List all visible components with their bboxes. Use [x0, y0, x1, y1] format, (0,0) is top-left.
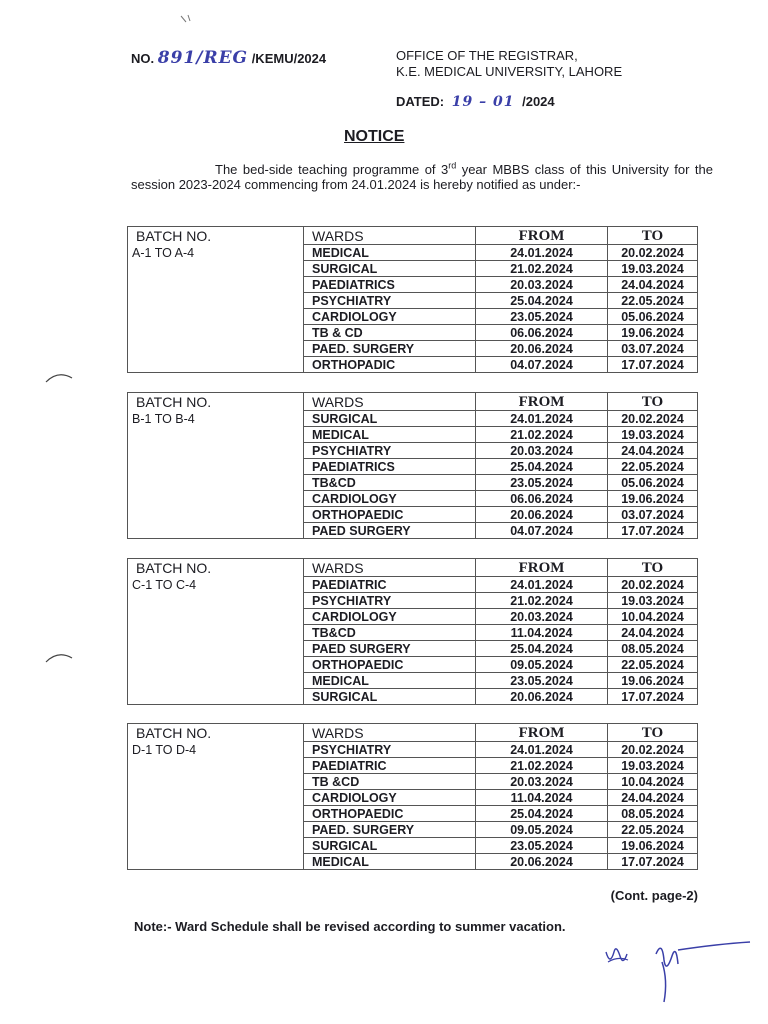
to-date-cell: 19.03.2024	[608, 758, 698, 774]
signature-handwritten	[596, 932, 756, 1004]
from-date-cell: 23.05.2024	[476, 838, 608, 854]
reference-number	[131, 48, 326, 68]
schedule-table	[127, 723, 698, 870]
from-date-cell: 21.02.2024	[476, 593, 608, 609]
ward-cell: MEDICAL	[304, 245, 476, 261]
from-date-cell: 06.06.2024	[476, 325, 608, 341]
to-date-cell: 17.07.2024	[608, 854, 698, 870]
batch-cell	[128, 689, 304, 705]
to-date-cell: 24.04.2024	[608, 625, 698, 641]
ward-cell: SURGICAL	[304, 411, 476, 427]
table-row	[128, 577, 698, 593]
to-date-cell: 22.05.2024	[608, 657, 698, 673]
column-header-batch: BATCH NO.	[128, 393, 304, 411]
column-header-from: FROM	[476, 227, 608, 245]
table-row	[128, 261, 698, 277]
schedule-table	[127, 226, 698, 373]
date-year: /2024	[522, 94, 555, 109]
from-date-cell: 20.03.2024	[476, 774, 608, 790]
from-date-cell: 25.04.2024	[476, 806, 608, 822]
batch-cell	[128, 593, 304, 609]
intro-superscript: rd	[448, 160, 457, 171]
table-row	[128, 357, 698, 373]
ward-cell: PAED. SURGERY	[304, 822, 476, 838]
column-header-from: FROM	[476, 393, 608, 411]
from-date-cell: 06.06.2024	[476, 491, 608, 507]
batch-cell	[128, 277, 304, 293]
to-date-cell: 19.06.2024	[608, 838, 698, 854]
ward-cell: SURGICAL	[304, 261, 476, 277]
notice-title: NOTICE	[344, 128, 405, 145]
to-date-cell: 24.04.2024	[608, 277, 698, 293]
table-row	[128, 475, 698, 491]
reference-handwritten-number: 891/REG	[157, 48, 249, 68]
column-header-to: TO	[608, 393, 698, 411]
ward-cell: PSYCHIATRY	[304, 293, 476, 309]
table-header-row	[128, 393, 698, 411]
from-date-cell: 23.05.2024	[476, 309, 608, 325]
batch-cell	[128, 507, 304, 523]
to-date-cell: 10.04.2024	[608, 774, 698, 790]
ward-cell: CARDIOLOGY	[304, 790, 476, 806]
ward-cell: PSYCHIATRY	[304, 742, 476, 758]
to-date-cell: 08.05.2024	[608, 806, 698, 822]
reference-prefix: NO.	[131, 51, 155, 66]
schedule-table	[127, 392, 698, 539]
table-row	[128, 689, 698, 705]
batch-cell: D-1 TO D-4	[128, 742, 304, 758]
to-date-cell: 22.05.2024	[608, 293, 698, 309]
to-date-cell: 22.05.2024	[608, 822, 698, 838]
ward-cell: PSYCHIATRY	[304, 593, 476, 609]
to-date-cell: 05.06.2024	[608, 309, 698, 325]
reference-suffix: /KEMU/2024	[251, 51, 327, 66]
to-date-cell: 19.03.2024	[608, 261, 698, 277]
ward-cell: ORTHOPAEDIC	[304, 657, 476, 673]
table-row	[128, 443, 698, 459]
table-header-row	[128, 724, 698, 742]
ward-cell: TB & CD	[304, 325, 476, 341]
table-row	[128, 625, 698, 641]
to-date-cell: 22.05.2024	[608, 459, 698, 475]
table-row	[128, 742, 698, 758]
to-date-cell: 17.07.2024	[608, 523, 698, 539]
from-date-cell: 20.06.2024	[476, 341, 608, 357]
scan-mark-top	[178, 12, 194, 26]
table-row	[128, 491, 698, 507]
table-row	[128, 507, 698, 523]
ward-cell: ORTHOPAEDIC	[304, 806, 476, 822]
to-date-cell: 20.02.2024	[608, 577, 698, 593]
to-date-cell: 19.06.2024	[608, 673, 698, 689]
batch-cell	[128, 657, 304, 673]
intro-text-part1: The bed-side teaching programme of 3	[215, 162, 449, 177]
ward-cell: ORTHOPADIC	[304, 357, 476, 373]
column-header-to: TO	[608, 227, 698, 245]
table-row	[128, 609, 698, 625]
ward-cell: CARDIOLOGY	[304, 609, 476, 625]
to-date-cell: 03.07.2024	[608, 341, 698, 357]
batch-cell	[128, 325, 304, 341]
from-date-cell: 24.01.2024	[476, 742, 608, 758]
from-date-cell: 23.05.2024	[476, 475, 608, 491]
table-row	[128, 758, 698, 774]
from-date-cell: 11.04.2024	[476, 790, 608, 806]
from-date-cell: 20.03.2024	[476, 277, 608, 293]
table-row	[128, 774, 698, 790]
ward-cell: PSYCHIATRY	[304, 443, 476, 459]
ward-cell: PAEDIATRIC	[304, 577, 476, 593]
batch-cell	[128, 625, 304, 641]
date-line	[396, 94, 555, 110]
table-row	[128, 427, 698, 443]
to-date-cell: 24.04.2024	[608, 443, 698, 459]
column-header-batch: BATCH NO.	[128, 559, 304, 577]
from-date-cell: 21.02.2024	[476, 427, 608, 443]
ward-cell: PAED. SURGERY	[304, 341, 476, 357]
column-header-to: TO	[608, 559, 698, 577]
ward-cell: PAEDIATRIC	[304, 758, 476, 774]
column-header-wards: WARDS	[304, 724, 476, 742]
from-date-cell: 04.07.2024	[476, 523, 608, 539]
table-row	[128, 593, 698, 609]
table-row	[128, 657, 698, 673]
batch-cell	[128, 838, 304, 854]
batch-cell	[128, 427, 304, 443]
batch-cell	[128, 523, 304, 539]
ward-cell: MEDICAL	[304, 427, 476, 443]
ward-cell: PAED SURGERY	[304, 523, 476, 539]
table-row	[128, 309, 698, 325]
to-date-cell: 19.06.2024	[608, 491, 698, 507]
batch-cell	[128, 774, 304, 790]
table-row	[128, 790, 698, 806]
batch-cell	[128, 854, 304, 870]
from-date-cell: 21.02.2024	[476, 758, 608, 774]
ward-cell: MEDICAL	[304, 854, 476, 870]
to-date-cell: 19.06.2024	[608, 325, 698, 341]
table-row	[128, 822, 698, 838]
batch-cell	[128, 609, 304, 625]
ward-cell: ORTHOPAEDIC	[304, 507, 476, 523]
from-date-cell: 20.06.2024	[476, 507, 608, 523]
to-date-cell: 05.06.2024	[608, 475, 698, 491]
batch-cell: A-1 TO A-4	[128, 245, 304, 261]
from-date-cell: 09.05.2024	[476, 657, 608, 673]
office-line-1: OFFICE OF THE REGISTRAR,	[396, 48, 578, 63]
to-date-cell: 19.03.2024	[608, 427, 698, 443]
table-row	[128, 293, 698, 309]
from-date-cell: 20.06.2024	[476, 689, 608, 705]
batch-cell: C-1 TO C-4	[128, 577, 304, 593]
ward-cell: CARDIOLOGY	[304, 491, 476, 507]
ward-cell: PAEDIATRICS	[304, 277, 476, 293]
ward-cell: TB&CD	[304, 625, 476, 641]
batch-cell	[128, 806, 304, 822]
batch-cell: B-1 TO B-4	[128, 411, 304, 427]
batch-cell	[128, 459, 304, 475]
from-date-cell: 25.04.2024	[476, 641, 608, 657]
table-row	[128, 673, 698, 689]
table-row	[128, 523, 698, 539]
table-header-row	[128, 227, 698, 245]
from-date-cell: 20.06.2024	[476, 854, 608, 870]
column-header-batch: BATCH NO.	[128, 724, 304, 742]
from-date-cell: 20.03.2024	[476, 609, 608, 625]
ward-cell: SURGICAL	[304, 689, 476, 705]
batch-cell	[128, 641, 304, 657]
to-date-cell: 08.05.2024	[608, 641, 698, 657]
column-header-from: FROM	[476, 724, 608, 742]
table-row	[128, 854, 698, 870]
to-date-cell: 10.04.2024	[608, 609, 698, 625]
date-label: DATED:	[396, 94, 445, 109]
continued-page-marker: (Cont. page-2)	[610, 888, 698, 903]
ward-cell: PAEDIATRICS	[304, 459, 476, 475]
table-row	[128, 806, 698, 822]
batch-cell	[128, 758, 304, 774]
to-date-cell: 03.07.2024	[608, 507, 698, 523]
footer-note: Note:- Ward Schedule shall be revised according to summer vacation.	[134, 919, 566, 934]
batch-cell	[128, 491, 304, 507]
date-handwritten: 19 – 01	[451, 94, 515, 110]
from-date-cell: 25.04.2024	[476, 293, 608, 309]
ward-cell: TB&CD	[304, 475, 476, 491]
from-date-cell: 24.01.2024	[476, 411, 608, 427]
table-row	[128, 459, 698, 475]
table-row	[128, 341, 698, 357]
to-date-cell: 19.03.2024	[608, 593, 698, 609]
column-header-wards: WARDS	[304, 393, 476, 411]
from-date-cell: 21.02.2024	[476, 261, 608, 277]
ward-cell: CARDIOLOGY	[304, 309, 476, 325]
ward-cell: MEDICAL	[304, 673, 476, 689]
schedule-table	[127, 558, 698, 705]
column-header-wards: WARDS	[304, 559, 476, 577]
to-date-cell: 20.02.2024	[608, 411, 698, 427]
column-header-to: TO	[608, 724, 698, 742]
ward-cell: PAED SURGERY	[304, 641, 476, 657]
table-row	[128, 277, 698, 293]
column-header-wards: WARDS	[304, 227, 476, 245]
table-row	[128, 325, 698, 341]
from-date-cell: 24.01.2024	[476, 577, 608, 593]
batch-cell	[128, 790, 304, 806]
batch-cell	[128, 293, 304, 309]
scan-punch-mark-bottom	[44, 650, 74, 664]
to-date-cell: 20.02.2024	[608, 742, 698, 758]
to-date-cell: 17.07.2024	[608, 689, 698, 705]
batch-cell	[128, 341, 304, 357]
office-address	[396, 48, 622, 80]
column-header-from: FROM	[476, 559, 608, 577]
from-date-cell: 24.01.2024	[476, 245, 608, 261]
table-row	[128, 838, 698, 854]
batch-cell	[128, 357, 304, 373]
table-row	[128, 245, 698, 261]
from-date-cell: 04.07.2024	[476, 357, 608, 373]
column-header-batch: BATCH NO.	[128, 227, 304, 245]
batch-cell	[128, 261, 304, 277]
batch-cell	[128, 443, 304, 459]
from-date-cell: 23.05.2024	[476, 673, 608, 689]
to-date-cell: 24.04.2024	[608, 790, 698, 806]
from-date-cell: 20.03.2024	[476, 443, 608, 459]
intro-paragraph	[131, 162, 713, 192]
intro-text-part2: year MBBS class of this University for the session 2023-2024 commencing from 24.01.2024 is hereby notified as under:-	[131, 162, 714, 192]
office-line-2: K.E. MEDICAL UNIVERSITY, LAHORE	[396, 64, 623, 79]
batch-cell	[128, 309, 304, 325]
to-date-cell: 20.02.2024	[608, 245, 698, 261]
ward-cell: TB &CD	[304, 774, 476, 790]
table-row	[128, 641, 698, 657]
to-date-cell: 17.07.2024	[608, 357, 698, 373]
batch-cell	[128, 673, 304, 689]
from-date-cell: 11.04.2024	[476, 625, 608, 641]
from-date-cell: 09.05.2024	[476, 822, 608, 838]
scan-punch-mark-top	[44, 370, 74, 384]
batch-cell	[128, 822, 304, 838]
table-header-row	[128, 559, 698, 577]
table-row	[128, 411, 698, 427]
from-date-cell: 25.04.2024	[476, 459, 608, 475]
ward-cell: SURGICAL	[304, 838, 476, 854]
batch-cell	[128, 475, 304, 491]
